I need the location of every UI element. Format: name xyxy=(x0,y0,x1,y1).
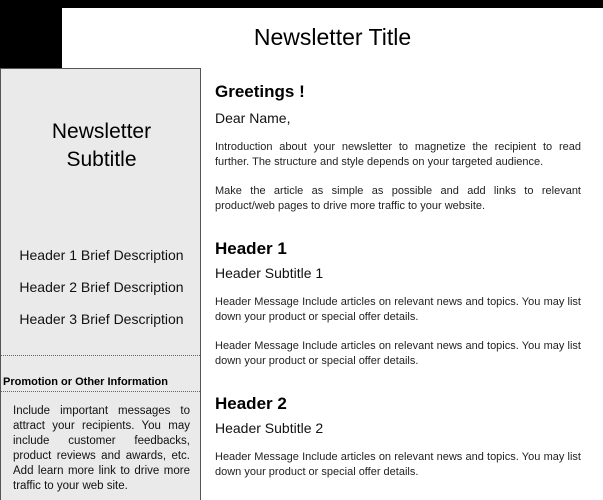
divider xyxy=(1,355,202,356)
divider xyxy=(1,391,202,392)
section-message: Header Message Include articles on relevant news and topics. You may list down your product or special offer details. xyxy=(215,451,581,478)
section-header-1: Header 1 xyxy=(215,239,287,258)
article xyxy=(215,69,581,480)
newsletter-subtitle xyxy=(1,118,202,174)
salutation: Dear Name, xyxy=(215,110,291,126)
section-header-2: Header 2 xyxy=(215,394,287,413)
toc-link-header-1[interactable]: Header 1 Brief Description xyxy=(19,247,184,263)
title-bar xyxy=(62,8,603,70)
section-message: Header Message Include articles on relevant news and topics. You may list down your product or special offer details. xyxy=(215,340,581,367)
main-content xyxy=(201,69,603,500)
intro-paragraph-2: Make the article as simple as possible and add links to relevant product/web pages to drive more traffic to your website. xyxy=(215,185,581,212)
toc-link-header-3[interactable]: Header 3 Brief Description xyxy=(19,311,184,327)
intro-paragraph: Introduction about your newsletter to magnetize the recipient to read further. The structure and style depends on your targeted audience. xyxy=(215,141,581,168)
sidebar xyxy=(0,68,201,500)
section-message: Header Message Include articles on relevant news and topics. You may list down your product or special offer details. xyxy=(215,296,581,323)
subtitle-line-2: Subtitle xyxy=(66,148,137,171)
section-subtitle-2: Header Subtitle 2 xyxy=(215,420,324,436)
subtitle-line-1: Newsletter xyxy=(51,120,152,143)
toc-link-header-2[interactable]: Header 2 Brief Description xyxy=(19,279,184,295)
greeting: Greetings ! xyxy=(215,82,305,101)
newsletter-title: Newsletter Title xyxy=(253,24,412,50)
promo-title: Promotion or Other Information xyxy=(3,376,168,388)
section-subtitle-1: Header Subtitle 1 xyxy=(215,265,324,281)
table-of-contents xyxy=(1,245,202,341)
promo-text: Include important messages to attract your recipients. You may include customer feedbacks, product reviews and awards, etc. Add learn more link to drive more traffic to your web site. xyxy=(13,405,190,492)
